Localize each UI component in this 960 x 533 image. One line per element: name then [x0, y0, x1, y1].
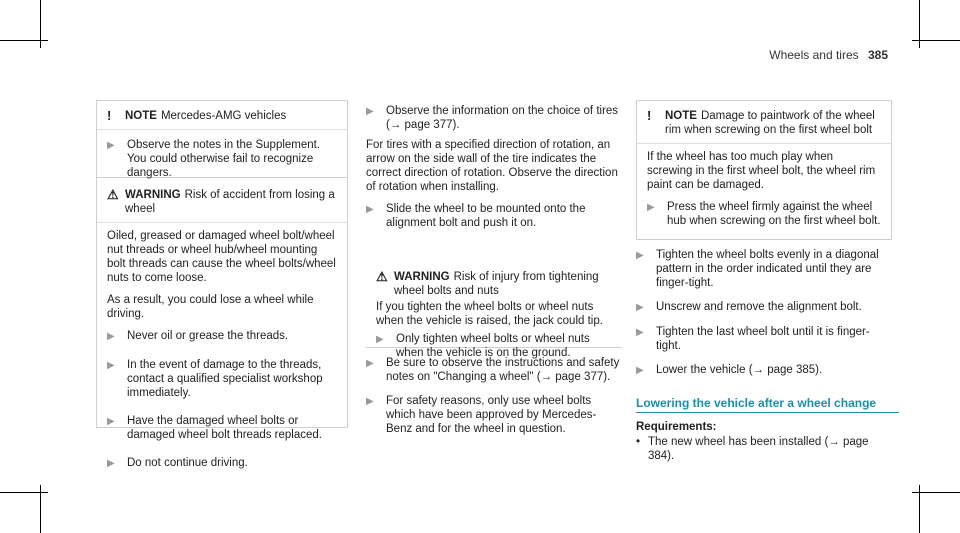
arrow-icon: ▶ [366, 358, 374, 369]
note-box-amg [96, 100, 348, 178]
step-text: Press the wheel firmly against the wheel hub when screwing on the first wheel bolt. [667, 201, 881, 227]
step-text: Be sure to observe the instructions and safety notes on "Changing a wheel" (→ page 377). [386, 357, 620, 383]
step-item [636, 325, 892, 353]
note-title: Mercedes-AMG vehicles [160, 110, 287, 122]
warning-title: Risk of accident from losing a wheel [125, 189, 335, 215]
step-text: Never oil or grease the threads. [127, 330, 289, 342]
warning-label: WARNING [125, 189, 181, 201]
step-text: Only tighten wheel bolts or wheel nuts when the vehicle is on the ground. [396, 333, 590, 359]
exclamation-icon: ! [107, 108, 112, 123]
crop-mark [912, 492, 960, 493]
step-text: Have the damaged wheel bolts or damaged wheel bolt threads replaced. [127, 415, 322, 441]
step-text: Observe the notes in the Supplement. You could otherwise fail to recognize dangers. [127, 139, 321, 179]
step-item [636, 363, 892, 378]
step-item [647, 200, 881, 228]
step-item [107, 329, 337, 344]
arrow-icon: ▶ [107, 331, 115, 342]
step-item [366, 356, 622, 384]
arrow-icon: ▶ [636, 365, 644, 376]
crop-mark [0, 492, 48, 493]
step-item [636, 300, 892, 315]
paragraph: For tires with a specified direction of rotation, an arrow on the side wall of the tire indicates the correct direction of rotation. Observe the direction of rotation when installing. [366, 139, 618, 193]
requirements-label: Requirements: [636, 421, 717, 433]
requirement-item [636, 435, 892, 463]
step-item [366, 104, 622, 132]
step-text: For safety reasons, only use wheel bolts which have been approved by Mercedes-Benz and for the wheel in question. [386, 395, 597, 435]
arrow-icon: ▶ [107, 416, 115, 427]
page-header [769, 48, 888, 62]
arrow-icon: ▶ [366, 204, 374, 215]
warning-title: Risk of injury from tightening wheel bolts and nuts [394, 271, 599, 297]
note-label: NOTE [125, 110, 157, 122]
note-label: NOTE [665, 110, 697, 122]
warning-body [97, 223, 347, 491]
crop-mark [0, 40, 48, 41]
exclamation-icon: ! [647, 108, 652, 123]
warning-triangle-icon: ⚠ [376, 269, 388, 284]
step-item [366, 394, 622, 436]
warning-paragraph: As a result, you could lose a wheel while driving. [107, 294, 314, 320]
arrow-icon: ▶ [636, 250, 644, 261]
warning-box-wheel-loss [96, 178, 348, 469]
arrow-icon: ▶ [366, 106, 374, 117]
warning-paragraph: Oiled, greased or damaged wheel bolt/wheel nut threads or wheel hub/wheel mounting bolt threads can cause the wheel bolts/wheel nuts to come loose. [107, 230, 336, 284]
arrow-icon: ▶ [647, 202, 655, 213]
step-text: Observe the information on the choice of tires (→ page 377). [386, 105, 619, 131]
note-body [637, 144, 891, 234]
note-paragraph: If the wheel has too much play when screwing in the first wheel bolt, the wheel rim paint can be damaged. [647, 151, 876, 191]
warning-box-tightening [366, 262, 622, 359]
section-heading: Lowering the vehicle after a wheel change [636, 396, 899, 413]
note-title: Damage to paintwork of the wheel rim when screwing on the first wheel bolt [665, 110, 875, 136]
step-text: Lower the vehicle (→ page 385). [656, 364, 823, 376]
note-title-row [637, 101, 891, 144]
column-middle-lower [366, 352, 622, 450]
requirement-text: The new wheel has been installed (→ page 384). [648, 436, 869, 462]
arrow-icon: ▶ [366, 396, 374, 407]
step-text: Tighten the last wheel bolt until it is finger-tight. [656, 326, 870, 352]
arrow-icon: ▶ [107, 458, 115, 469]
crop-mark [912, 40, 960, 41]
step-item [366, 202, 622, 230]
warning-label: WARNING [394, 271, 450, 283]
arrow-icon: ▶ [107, 140, 115, 151]
step-item [107, 456, 337, 471]
note-title-row [97, 101, 347, 130]
step-item [107, 358, 337, 400]
arrow-icon: ▶ [636, 302, 644, 313]
step-text: In the event of damage to the threads, contact a qualified specialist workshop immediately. [127, 359, 323, 399]
warning-paragraph: If you tighten the wheel bolts or wheel nuts when the vehicle is raised, the jack could tip. [376, 301, 603, 327]
warning-title-row [366, 262, 622, 298]
step-text: Slide the wheel to be mounted onto the alignment bolt and push it on. [386, 203, 586, 229]
step-text: Unscrew and remove the alignment bolt. [656, 301, 862, 313]
bullet-icon: • [636, 436, 641, 448]
column-right [636, 244, 892, 463]
arrow-icon: ▶ [107, 360, 115, 371]
arrow-icon: ▶ [376, 334, 384, 345]
warning-triangle-icon: ⚠ [107, 187, 119, 202]
step-text: Tighten the wheel bolts evenly in a diagonal pattern in the order indicated until they are finger-tight. [656, 249, 879, 289]
section-title: Wheels and tires [769, 48, 859, 62]
column-middle [366, 100, 622, 244]
note-box-paintwork [636, 100, 892, 240]
step-text: Do not continue driving. [127, 457, 248, 469]
warning-title-row [97, 178, 347, 223]
arrow-icon: ▶ [636, 327, 644, 338]
step-item [107, 138, 337, 180]
page-number: 385 [867, 48, 888, 62]
step-item [636, 248, 892, 290]
step-item [107, 414, 337, 442]
